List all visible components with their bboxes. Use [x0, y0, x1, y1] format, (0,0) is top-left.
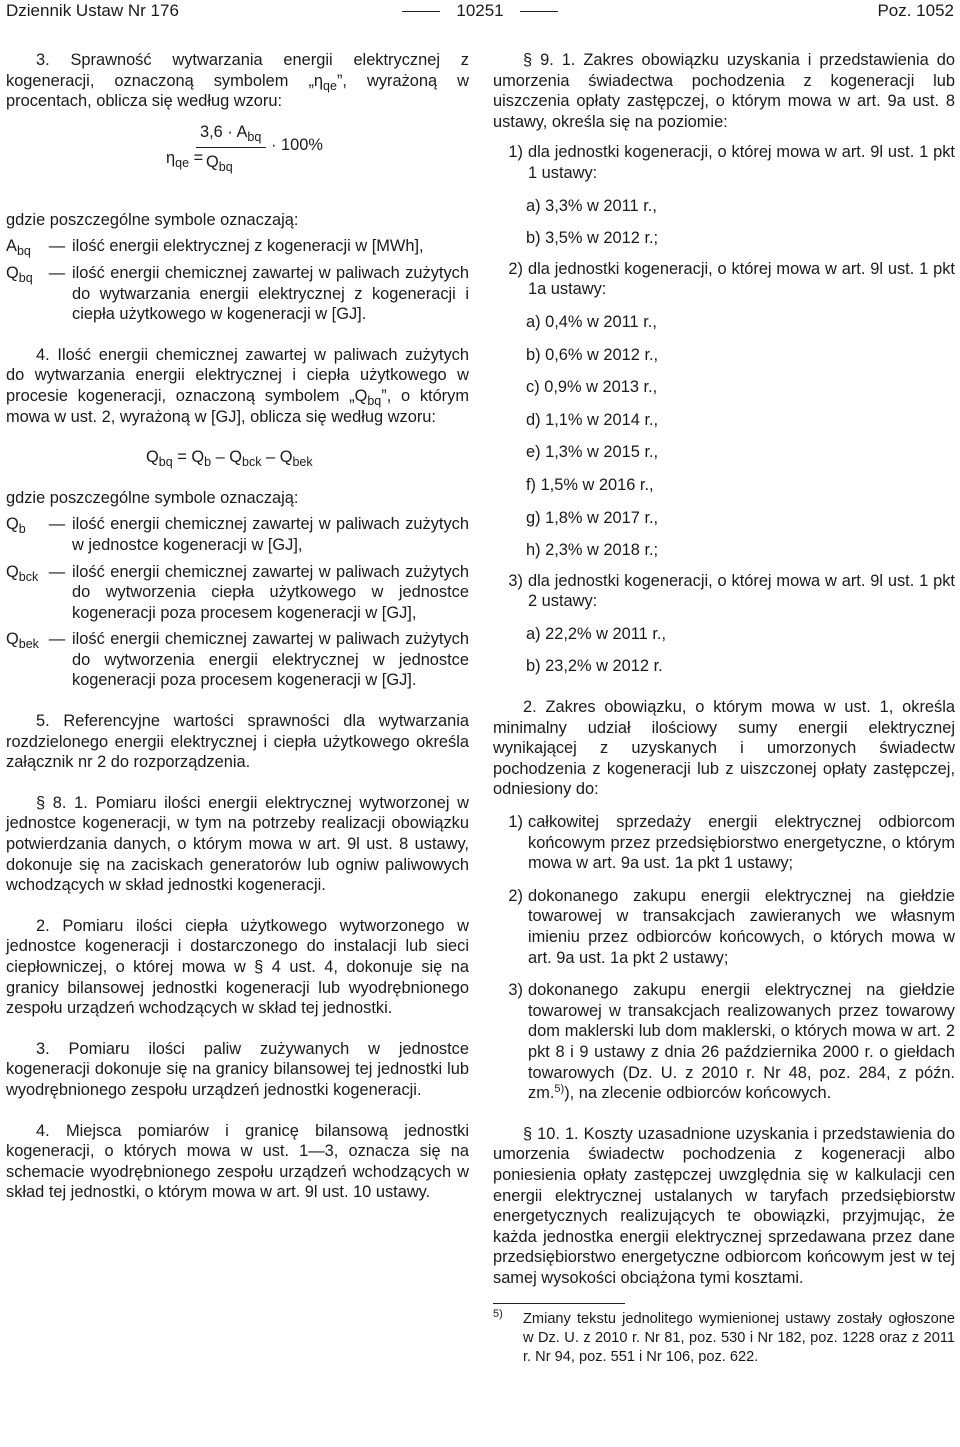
year-rate: d) 1,1% w 2014 r.,	[526, 410, 659, 429]
symbol-subscript: bck	[18, 569, 39, 584]
year-rate: g) 1,8% w 2017 r.,	[526, 508, 659, 527]
definition-text: ilość energii elektrycznej z kogeneracji w [MWh],	[72, 237, 424, 256]
symbol-subscript: bq	[18, 270, 33, 285]
fuel-energy-formula: $Q_{bq} = Q_b - Q_{bck} - Q_{bek}$	[146, 448, 313, 470]
symbol-subscript: bq	[16, 244, 31, 259]
right-column	[493, 50, 955, 1367]
formula-lhs: $\eta_{qe}$ =	[166, 148, 204, 170]
list-item	[493, 812, 955, 874]
paragraph-5: 5. Referencyjne wartości sprawności dla wytwarzania rozdzielonego energii elektrycznej i ciepła użytkowego określa załącznik nr 2 do rozporządzenia.	[6, 712, 469, 772]
section-8-1: § 8. 1. Pomiaru ilości energii elektrycznej wytworzonej w jednostce kogeneracji, w tym na potrzeby realizacji obowiązku potwierdzania danych, o którym mowa w art. 9l ust. 8 ustawy, dokonuje się na zaciskach generatorów lub ogniw paliwowych wchodzących w skład jednostki kogeneracji.	[6, 793, 469, 895]
year-rate: a) 3,3% w 2011 r.,	[526, 196, 657, 215]
symbol-letter: Q	[6, 630, 19, 649]
year-rate: e) 1,3% w 2015 r.,	[526, 443, 659, 462]
definition-text: ilość energii chemicznej zawartej w paliwach zużytych do wytwarzania energii elektrycznej z kogeneracji i ciepła użytkowego w kogeneracji w [GJ].	[72, 263, 469, 324]
definition-row	[6, 562, 469, 624]
footnote	[493, 1307, 955, 1367]
list-item	[493, 980, 955, 1104]
year-rate: b) 0,6% w 2012 r.,	[526, 345, 659, 364]
symbol-letter: Q	[6, 263, 19, 282]
section-8-3: 3. Pomiaru ilości paliw zużywanych w jednostce kogeneracji dokonuje się na granicy bilansowej tej jednostki lub wyodrębnionego zespołu urządzeń jednostki kogeneracji.	[6, 1039, 469, 1099]
year-rate: h) 2,3% w 2018 r.;	[526, 541, 659, 560]
list-item	[493, 142, 955, 183]
section-9-1: § 9. 1. Zakres obowiązku uzyskania i przedstawienia do umorzenia świadectwa pochodzenia z kogeneracji lub uiszczenia opłaty zastępczej, o którym mowa w art. 9a ust. 8 ustawy, określa się na poziomie:	[493, 51, 955, 131]
journal-title: Dziennik Ustaw Nr 176	[6, 1, 179, 20]
page-number: 10251	[6, 0, 954, 22]
footnote-marker: 5)	[493, 1307, 503, 1320]
definition-text: ilość energii chemicznej zawartej w paliwach zużytych do wytworzenia energii elektrycznej w jednostce kogeneracji poza procesem kogeneracji w [GJ].	[72, 630, 469, 690]
item-text: dla jednostki kogeneracji, o której mowa w art. 9l ust. 1 pkt 2 ustawy:	[528, 571, 955, 611]
definition-row	[6, 514, 469, 555]
item-text	[528, 886, 955, 968]
year-rate: c) 0,9% w 2013 r.,	[526, 378, 658, 397]
symbol-subscript: b	[18, 522, 26, 537]
symbol-definitions-1	[6, 236, 469, 324]
definition-symbol	[6, 263, 42, 325]
list-item	[493, 259, 955, 300]
definition-dash: —	[48, 562, 66, 581]
symbol-letter: Q	[6, 515, 19, 534]
definition-dash: —	[48, 237, 66, 256]
definition-symbol	[6, 629, 42, 691]
item-number: 2)	[508, 259, 523, 278]
section-8-4: 4. Miejsca pomiarów i granicę bilansową jednostki kogeneracji, o których mowa w ust. 1—3, oznacza się na schemacie wyodrębnionego zespołu urządzeń wchodzących w skład tej jednostki, o którym mowa w art. 9l ust. 10 ustawy.	[6, 1121, 469, 1202]
position-number: Poz. 1052	[877, 1, 954, 20]
item-number: 3)	[508, 981, 523, 1000]
definition-dash: —	[48, 263, 66, 282]
paragraph-4: 4. Ilość energii chemicznej zawartej w paliwach zużytych do wytwarzania energii elektrycznej i ciepła użytkowego w procesie kogeneracji, oznaczoną symbolem $„Q_{bq}$”, o którym mowa w ust. 2, wyrażoną w [GJ], oblicza się według wzoru:	[6, 345, 469, 426]
item-number: 2)	[508, 886, 523, 905]
definition-symbol	[6, 562, 42, 624]
symbol-subscript: bek	[18, 637, 39, 652]
item-body: całkowitej sprzedaży energii elektrycznej odbiorcom końcowym przez przedsiębiorstwo energetyczne, o którym mowa w art. 9a ust. 1a pkt 1 ustawy;	[528, 813, 955, 873]
efficiency-formula	[6, 122, 469, 206]
formula-numerator: $3,6 \cdot A_{bq}$	[200, 122, 262, 144]
item-number: 1)	[508, 813, 523, 832]
year-rate: a) 0,4% w 2011 r.,	[526, 312, 657, 331]
page-header	[6, 0, 954, 30]
obligation-levels	[493, 142, 955, 677]
definition-dash: —	[48, 630, 66, 649]
symbols-intro-2: gdzie poszczególne symbole oznaczają:	[6, 488, 299, 507]
symbol-letter: A	[6, 237, 17, 256]
footnote-ref: 5)	[554, 1083, 565, 1096]
definition-symbol	[6, 514, 42, 555]
paragraph-3: 3. Sprawność wytwarzania energii elektrycznej z kogeneracji, oznaczoną symbolem $„\eta_{qe}$”, wyrażoną w procentach, oblicza się według wzoru:	[6, 51, 469, 111]
left-column	[6, 50, 469, 1203]
section-9-2: 2. Zakres obowiązku, o którym mowa w ust. 1, określa minimalny udział ilościowy sumy energii elektrycznej wynikającej z uzyskanych i umorzonych świadectw pochodzenia z kogeneracji lub z uiszczonej opłaty zastępczej, odniesiony do:	[493, 698, 955, 799]
section-10-1: § 10. 1. Koszty uzasadnione uzyskania i przedstawienia do umorzenia świadectw pochodzenia z kogeneracji albo poniesienia opłaty zastępczej uwzględnia się w kalkulacji cen energii elektrycznej ustalanych w taryfach przedsiębiorstw energetycznych realizujących te obowiązki, przyjmując, że każda jednostka energii elektrycznej sprzedawana przez dane przedsiębiorstwo energetyczne odbiorcom końcowym jest w tej samej wysokości obciążona tymi kosztami.	[493, 1124, 955, 1287]
definition-text: ilość energii chemicznej zawartej w paliwach zużytych do wytworzenia ciepła użytkowego w jednostce kogeneracji poza procesem kogeneracji w [GJ],	[72, 562, 469, 622]
year-rate: b) 23,2% w 2012 r.	[526, 657, 663, 676]
year-rate: f) 1,5% w 2016 r.,	[526, 475, 654, 494]
definition-dash: —	[48, 515, 66, 534]
definition-symbol	[6, 236, 42, 257]
item-tail: ), na zlecenie odbiorców końcowych.	[564, 1084, 832, 1103]
symbol-letter: Q	[6, 562, 19, 581]
item-text: dla jednostki kogeneracji, o której mowa w art. 9l ust. 1 pkt 1 ustawy:	[528, 143, 955, 182]
formula-denominator: $Q_{bq}$	[206, 152, 233, 174]
definition-row	[6, 263, 469, 325]
obligation-scope-points	[493, 812, 955, 1104]
list-item	[493, 571, 955, 612]
item-text	[528, 980, 955, 1104]
item-text	[528, 812, 955, 874]
symbols-intro: gdzie poszczególne symbole oznaczają:	[6, 210, 299, 229]
item-number: 3)	[508, 571, 523, 590]
formula-percent: · 100%	[271, 135, 323, 154]
list-item	[493, 886, 955, 968]
section-8-2: 2. Pomiaru ilości ciepła użytkowego wytworzonego w jednostce kogeneracji i dostarczonego do instalacji lub sieci ciepłowniczej, o której mowa w § 4 ust. 4, dokonuje się na granicy bilansowej jednostki kogeneracji lub wyodrębnionego zespołu urządzeń wchodzących w skład tej jednostki.	[6, 916, 469, 1018]
definition-row	[6, 629, 469, 691]
item-number: 1)	[508, 143, 523, 162]
item-body: dokonanego zakupu energii elektrycznej na giełdzie towarowej w transakcjach realizowanych przez towarowy dom maklerski lub dom maklerski, o których mowa w art. 2 pkt 8 i 9 ustawy z dnia 26 października 2000 r. o giełdach towarowych (Dz. U. z 2010 r. Nr 48, poz. 284, z późn. zm.	[528, 981, 955, 1103]
symbol-definitions-2	[6, 514, 469, 691]
definition-row	[6, 236, 469, 257]
item-text: dla jednostki kogeneracji, o której mowa w art. 9l ust. 1 pkt 1a ustawy:	[528, 259, 955, 299]
footnote-text: Zmiany tekstu jednolitego wymienionej ustawy zostały ogłoszone w Dz. U. z 2010 r. Nr 81, poz. 530 i Nr 182, poz. 1228 oraz z 2011 r. Nr 94, poz. 551 i Nr 106, poz. 622.	[523, 1310, 955, 1365]
fraction-bar	[196, 147, 266, 148]
footnote-rule	[493, 1303, 625, 1304]
year-rate: b) 3,5% w 2012 r.;	[526, 229, 659, 248]
year-rate: a) 22,2% w 2011 r.,	[526, 624, 667, 643]
item-body: dokonanego zakupu energii elektrycznej na giełdzie towarowej w transakcjach zawieranych we własnym imieniu przez odbiorców końcowych, o których mowa w art. 9a ust. 1a pkt 2 ustawy;	[528, 886, 955, 967]
definition-text: ilość energii chemicznej zawartej w paliwach zużytych w jednostce kogeneracji w [GJ],	[72, 515, 469, 554]
